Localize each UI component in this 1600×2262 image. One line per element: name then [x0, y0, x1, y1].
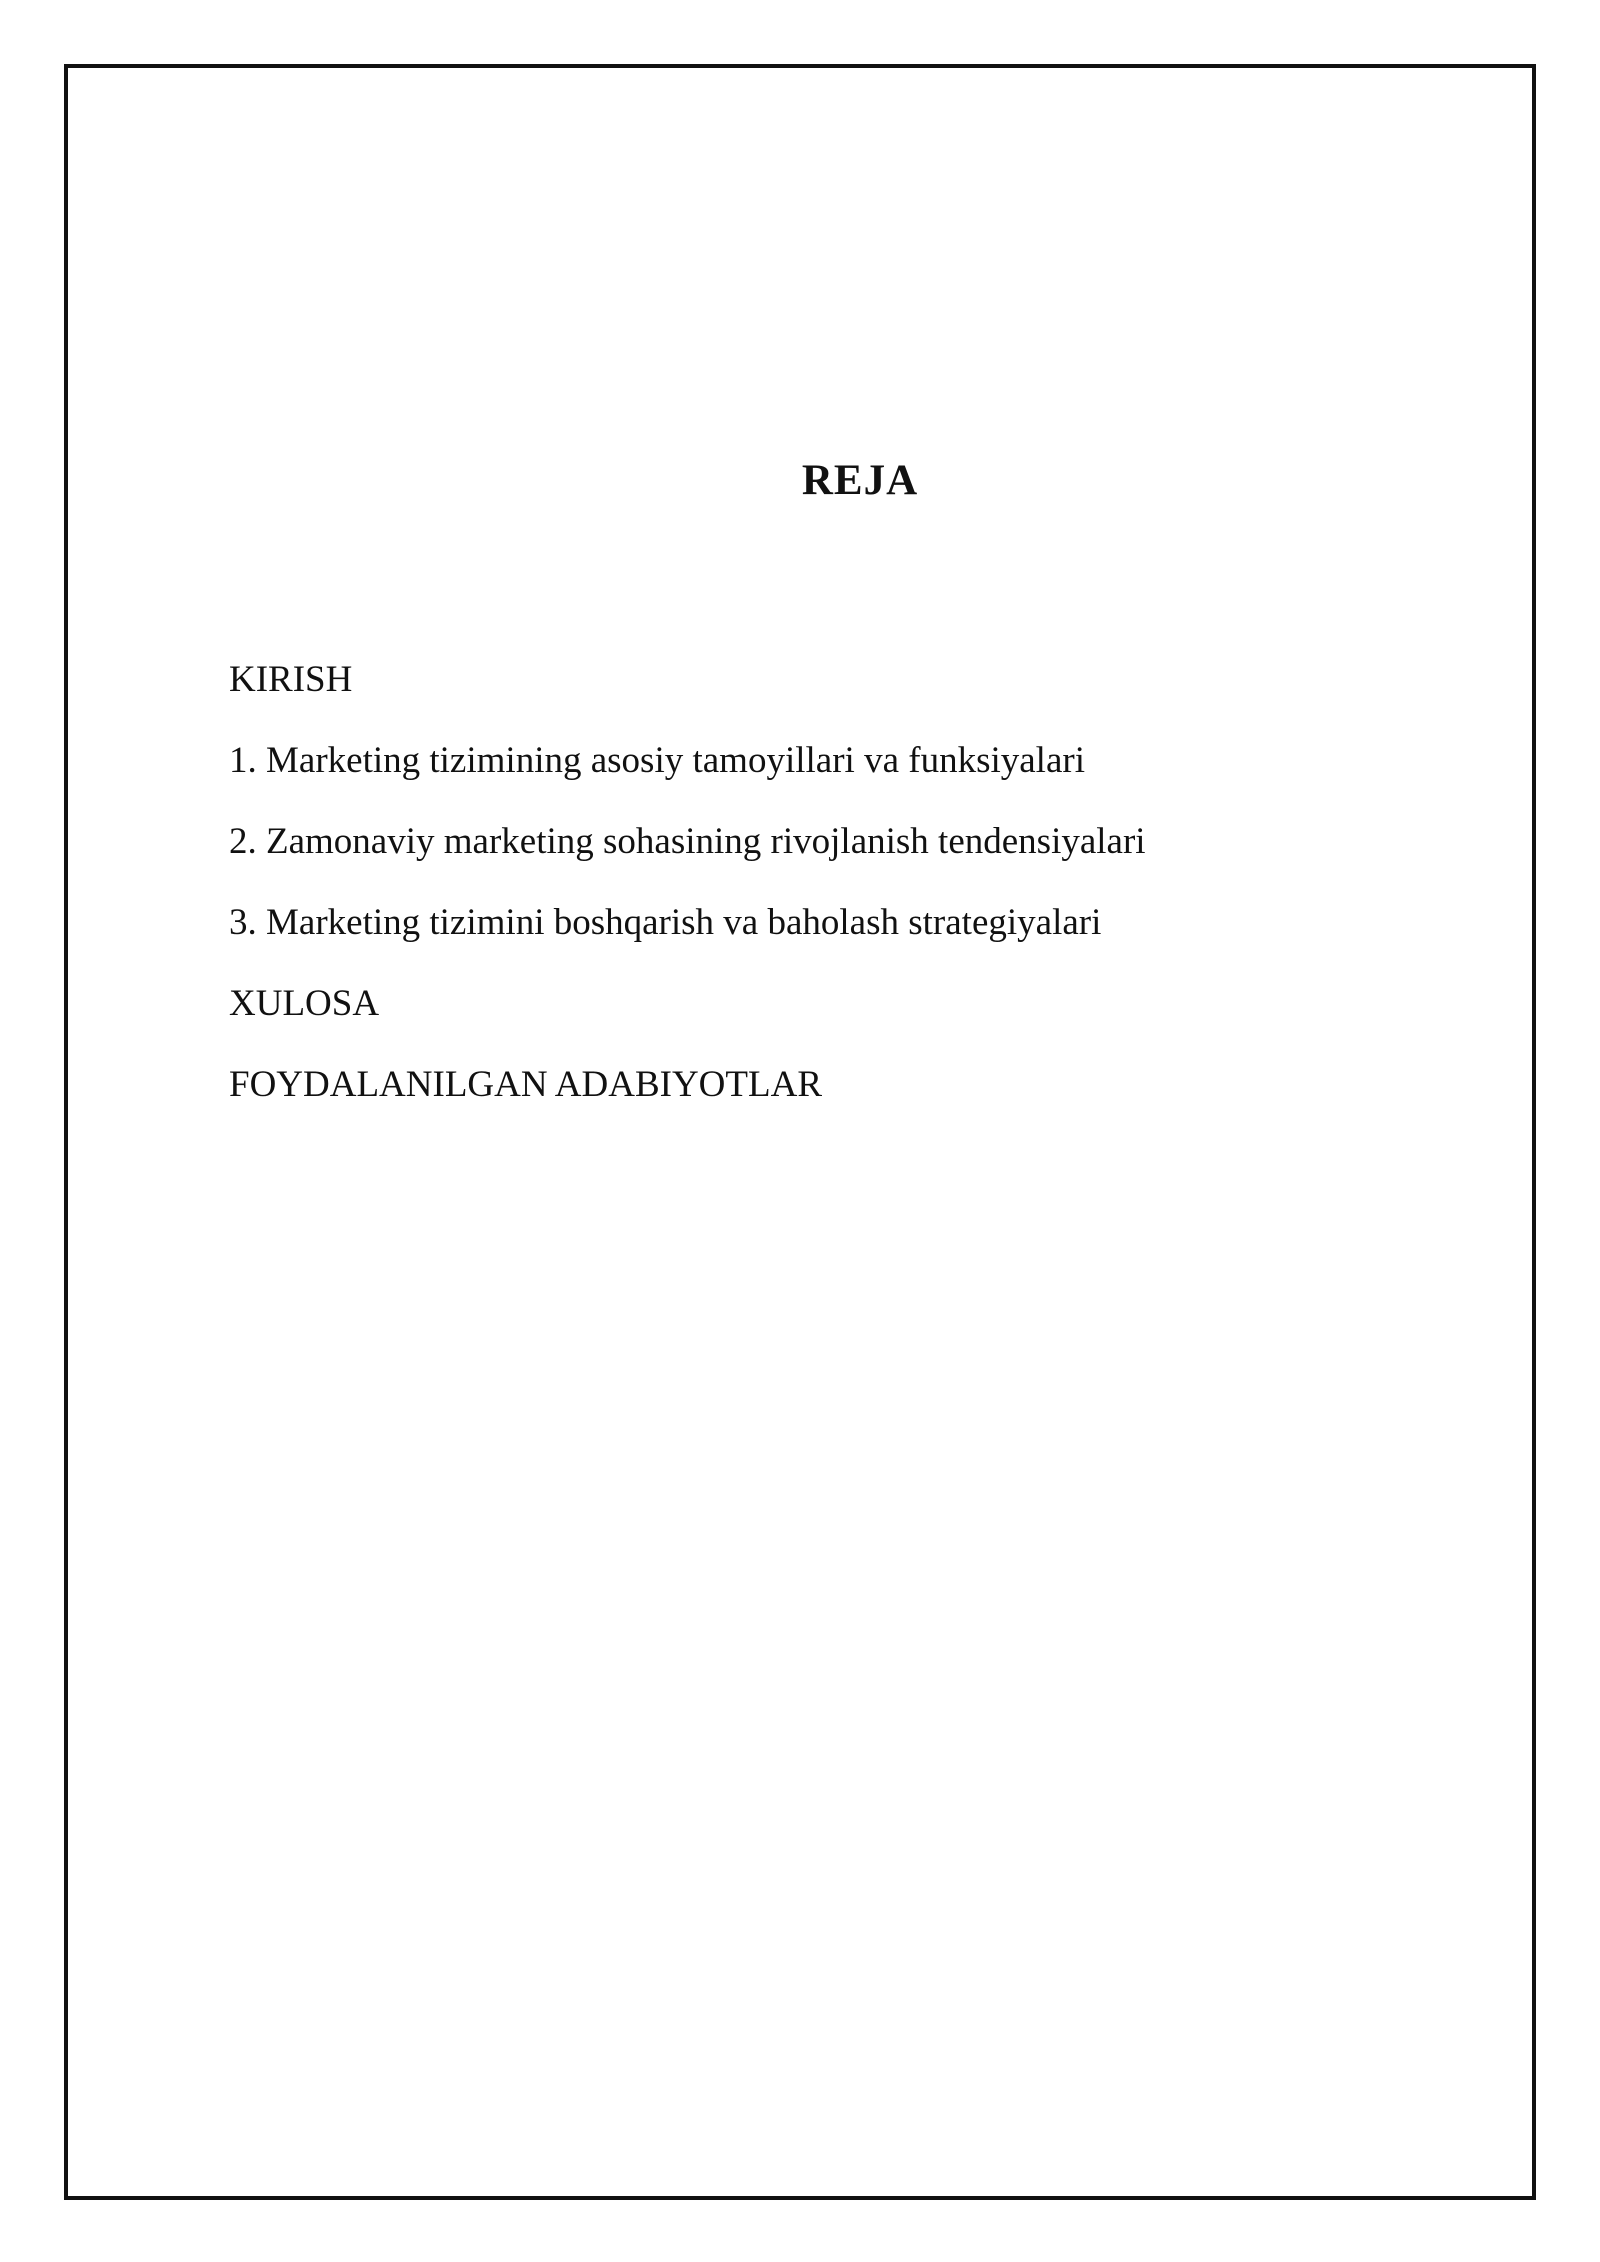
page-border-frame [64, 64, 1536, 2200]
table-of-contents [229, 639, 1146, 1125]
toc-item-chapter-1: 1. Marketing tizimining asosiy tamoyillari va funksiyalari [229, 740, 1085, 781]
toc-item-chapter-3: 3. Marketing tizimini boshqarish va baholash strategiyalari [229, 902, 1102, 943]
toc-item-references: FOYDALANILGAN ADABIYOTLAR [229, 1064, 822, 1105]
toc-item-conclusion: XULOSA [229, 983, 380, 1024]
toc-item-introduction: KIRISH [229, 659, 353, 700]
document-title: REJA [801, 457, 919, 504]
toc-item-chapter-2: 2. Zamonaviy marketing sohasining rivojlanish tendensiyalari [229, 821, 1146, 862]
